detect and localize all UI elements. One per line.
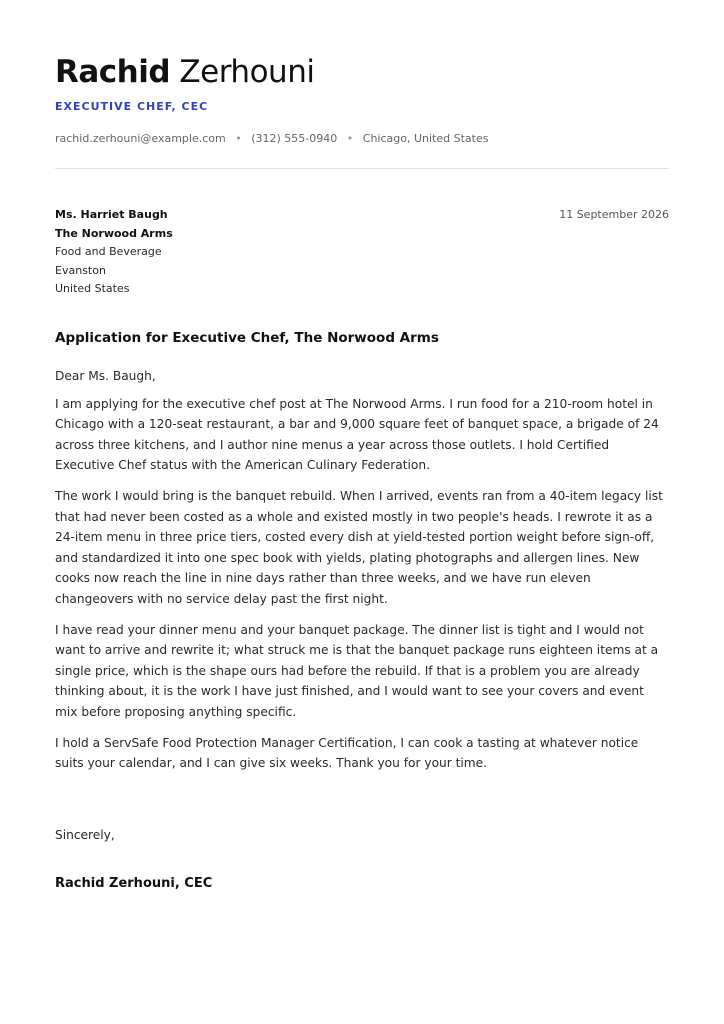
contact-email: rachid.zerhouni@example.com bbox=[55, 132, 226, 145]
recipient-city: Evanston bbox=[55, 263, 106, 277]
recipient-block bbox=[55, 206, 173, 299]
contact-location: Chicago, United States bbox=[362, 132, 489, 145]
body-paragraph: I am applying for the executive chef post at The Norwood Arms. I run food for a 210-room hotel in Chicago with a 120-seat restaurant, a bar and 9,000 square feet of banquet space, a brigade of 24 across three kitchens, and I author nine menus a year across those outlets. I hold Certified Executive Chef status with the American Culinary Federation. bbox=[55, 396, 659, 473]
recipient-company: The Norwood Arms bbox=[55, 226, 173, 240]
body-paragraph: I have read your dinner menu and your banquet package. The dinner list is tight and I would not want to arrive and rewrite it; what struck me is that the banquet package runs eighteen items at a single price, which is the shape ours had before the rebuild. If that is a problem you are already thinking about, it is the work I have just finished, and I would want to see your covers and event mix before proposing anything specific. bbox=[55, 622, 659, 719]
contact-line bbox=[55, 132, 488, 145]
letter-date: 11 September 2026 bbox=[559, 208, 669, 221]
recipient-department: Food and Beverage bbox=[55, 245, 162, 259]
applicant-last-name: Zerhouni bbox=[179, 54, 315, 90]
signature: Rachid Zerhouni, CEC bbox=[55, 876, 213, 891]
body-paragraph: The work I would bring is the banquet rebuild. When I arrived, events ran from a 40-item legacy list that had never been costed as a whole and existed mostly in two people's heads. I rewrote it as a 24-item menu in three price tiers, costed every dish at yield-tested portion weight before sign-off, and standardized it into one spec book with yields, plating photographs and allergen lines. New cooks now reach the line in nine days rather than three weeks, and we have run eleven changeovers with no service delay past the first night. bbox=[55, 488, 663, 606]
contact-separator: • bbox=[235, 132, 242, 145]
letter-body bbox=[55, 366, 669, 784]
applicant-title: EXECUTIVE CHEF, CEC bbox=[55, 100, 209, 113]
salutation: Dear Ms. Baugh, bbox=[55, 369, 156, 383]
applicant-first-name: Rachid bbox=[55, 54, 171, 90]
closing: Sincerely, bbox=[55, 828, 115, 842]
contact-phone: (312) 555-0940 bbox=[251, 132, 338, 145]
recipient-name: Ms. Harriet Baugh bbox=[55, 208, 168, 221]
contact-separator: • bbox=[346, 132, 354, 145]
letter-subject: Application for Executive Chef, The Norwood Arms bbox=[55, 330, 439, 346]
body-paragraph: I hold a ServSafe Food Protection Manager Certification, I can cook a tasting at whatever notice suits your calendar, and I can give six weeks. Thank you for your time. bbox=[55, 735, 639, 771]
recipient-country: United States bbox=[55, 282, 130, 296]
header-divider bbox=[55, 168, 669, 169]
applicant-name bbox=[55, 52, 314, 92]
